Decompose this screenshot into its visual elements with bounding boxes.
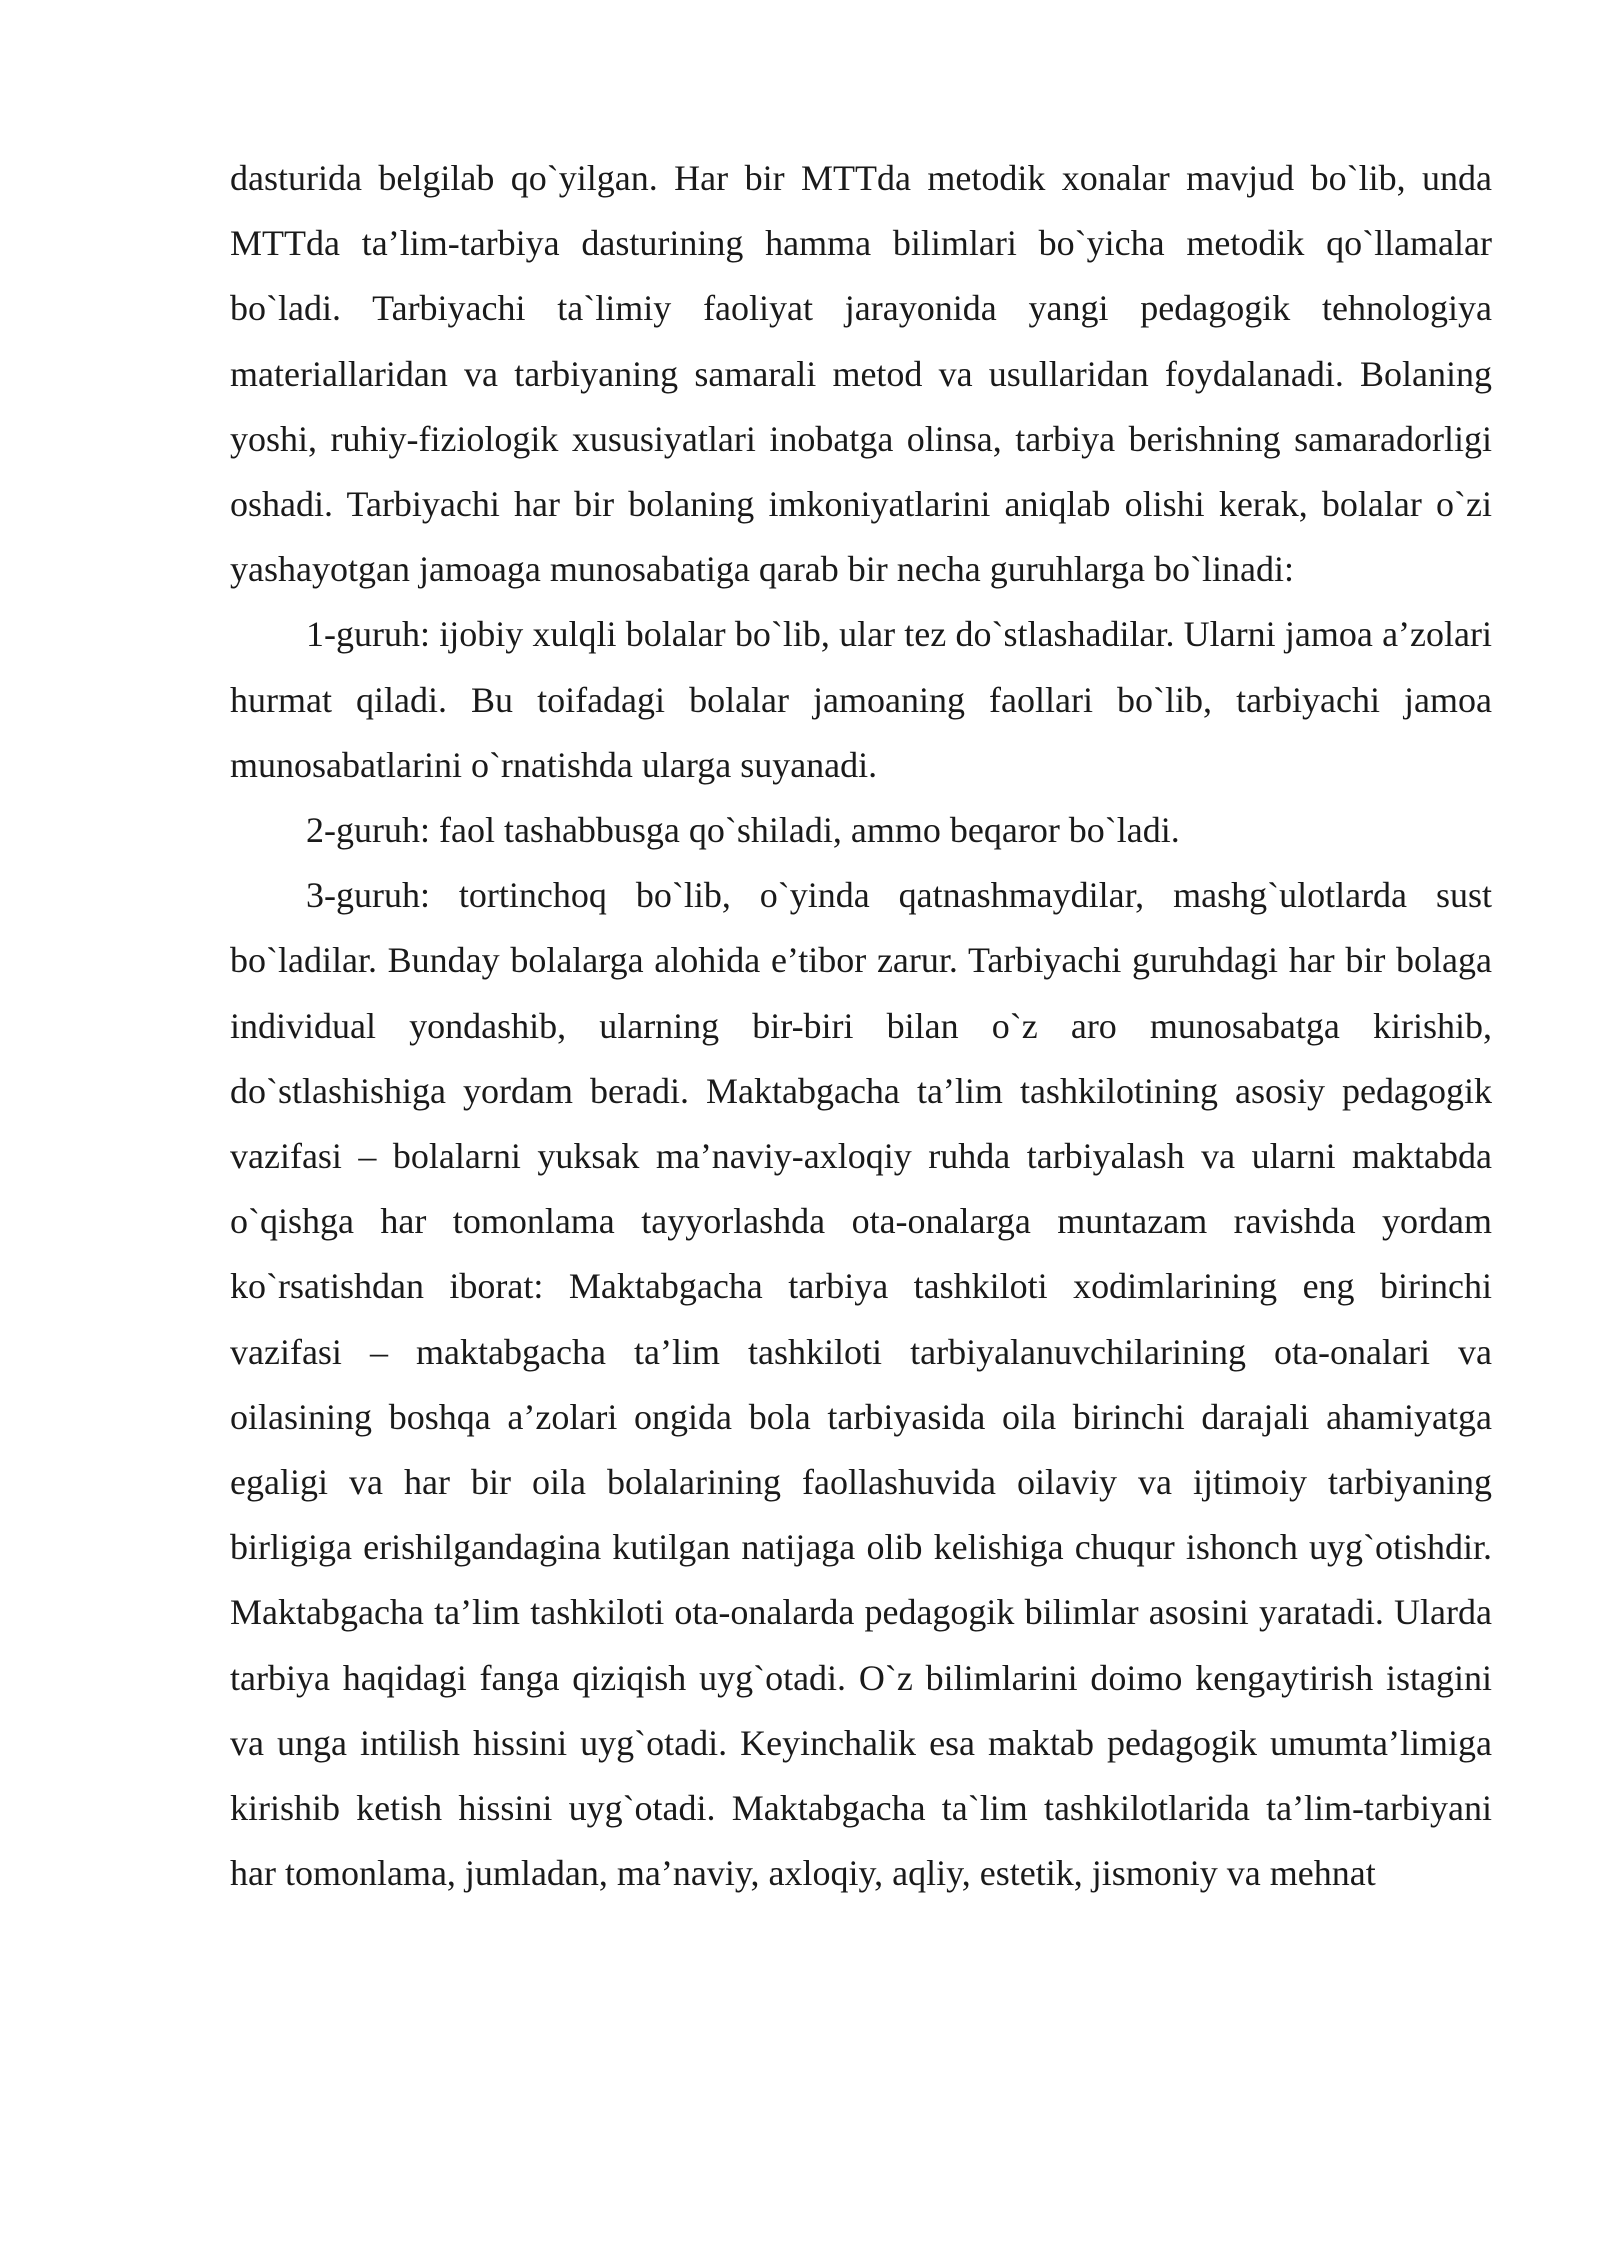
paragraph-group-1: 1-guruh: ijobiy xulqli bolalar bo`lib, ular tez do`stlashadilar. Ularni jamoa a’zolari hurmat qiladi. Bu toifadagi bolalar jamoaning faollari bo`lib, tarbiyachi jamoa munosabatlarini o`rnatishda ularga suyanadi. xyxy=(230,614,1492,785)
page-body xyxy=(230,146,1492,1906)
paragraph-intro: dasturida belgilab qo`yilgan. Har bir MTTda metodik xonalar mavjud bo`lib, unda MTTda ta’lim-tarbiya dasturining hamma bilimlari bo`yicha metodik qo`llamalar bo`ladi. Tarbiyachi ta`limiy faoliyat jarayonida yangi pedagogik tehnologiya materiallaridan va tarbiyaning samarali metod va usullaridan foydalanadi. Bolaning yoshi, ruhiy-fiziologik xususiyatlari inobatga olinsa, tarbiya berishning samaradorligi oshadi. Tarbiyachi har bir bolaning imkoniyatlarini aniqlab olishi kerak, bolalar o`zi yashayotgan jamoaga munosabatiga qarab bir necha guruhlarga bo`linadi: xyxy=(230,158,1492,590)
paragraph-group-3: 3-guruh: tortinchoq bo`lib, o`yinda qatnashmaydilar, mashg`ulotlarda sust bo`ladilar. Bunday bolalarga alohida e’tibor zarur. Tarbiyachi guruhdagi har bir bolaga individual yondashib, ularning bir-biri bilan o`z aro munosabatga kirishib, do`stlashishiga yordam beradi. Maktabgacha ta’lim tashkilotining asosiy pedagogik vazifasi – bolalarni yuksak ma’naviy-axloqiy ruhda tarbiyalash va ularni maktabda o`qishga har tomonlama tayyorlashda ota-onalarga muntazam ravishda yordam ko`rsatishdan iborat: Maktabgacha tarbiya tashkiloti xodimlarining eng birinchi vazifasi – maktabgacha ta’lim tashkiloti tarbiyalanuvchilarining ota-onalari va oilasining boshqa a’zolari ongida bola tarbiyasida oila birinchi darajali ahamiyatga egaligi va har bir oila bolalarining faollashuvida oilaviy va ijtimoiy tarbiyaning birligiga erishilgandagina kutilgan natijaga olib kelishiga chuqur ishonch uyg`otishdir. Maktabgacha ta’lim tashkiloti ota-onalarda pedagogik bilimlar asosini yaratadi. Ularda tarbiya haqidagi fanga qiziqish uyg`otadi. O`z bilimlarini doimo kengaytirish istagini va unga intilish hissini uyg`otadi. Keyinchalik esa maktab pedagogik umumta’limiga kirishib ketish hissini uyg`otadi. Maktabgacha ta`lim tashkilotlarida ta’lim-tarbiyani har tomonlama, jumladan, ma’naviy, axloqiy, aqliy, estetik, jismoniy va mehnat xyxy=(230,875,1492,1894)
paragraph-group-2: 2-guruh: faol tashabbusga qo`shiladi, ammo beqaror bo`ladi. xyxy=(306,810,1180,851)
